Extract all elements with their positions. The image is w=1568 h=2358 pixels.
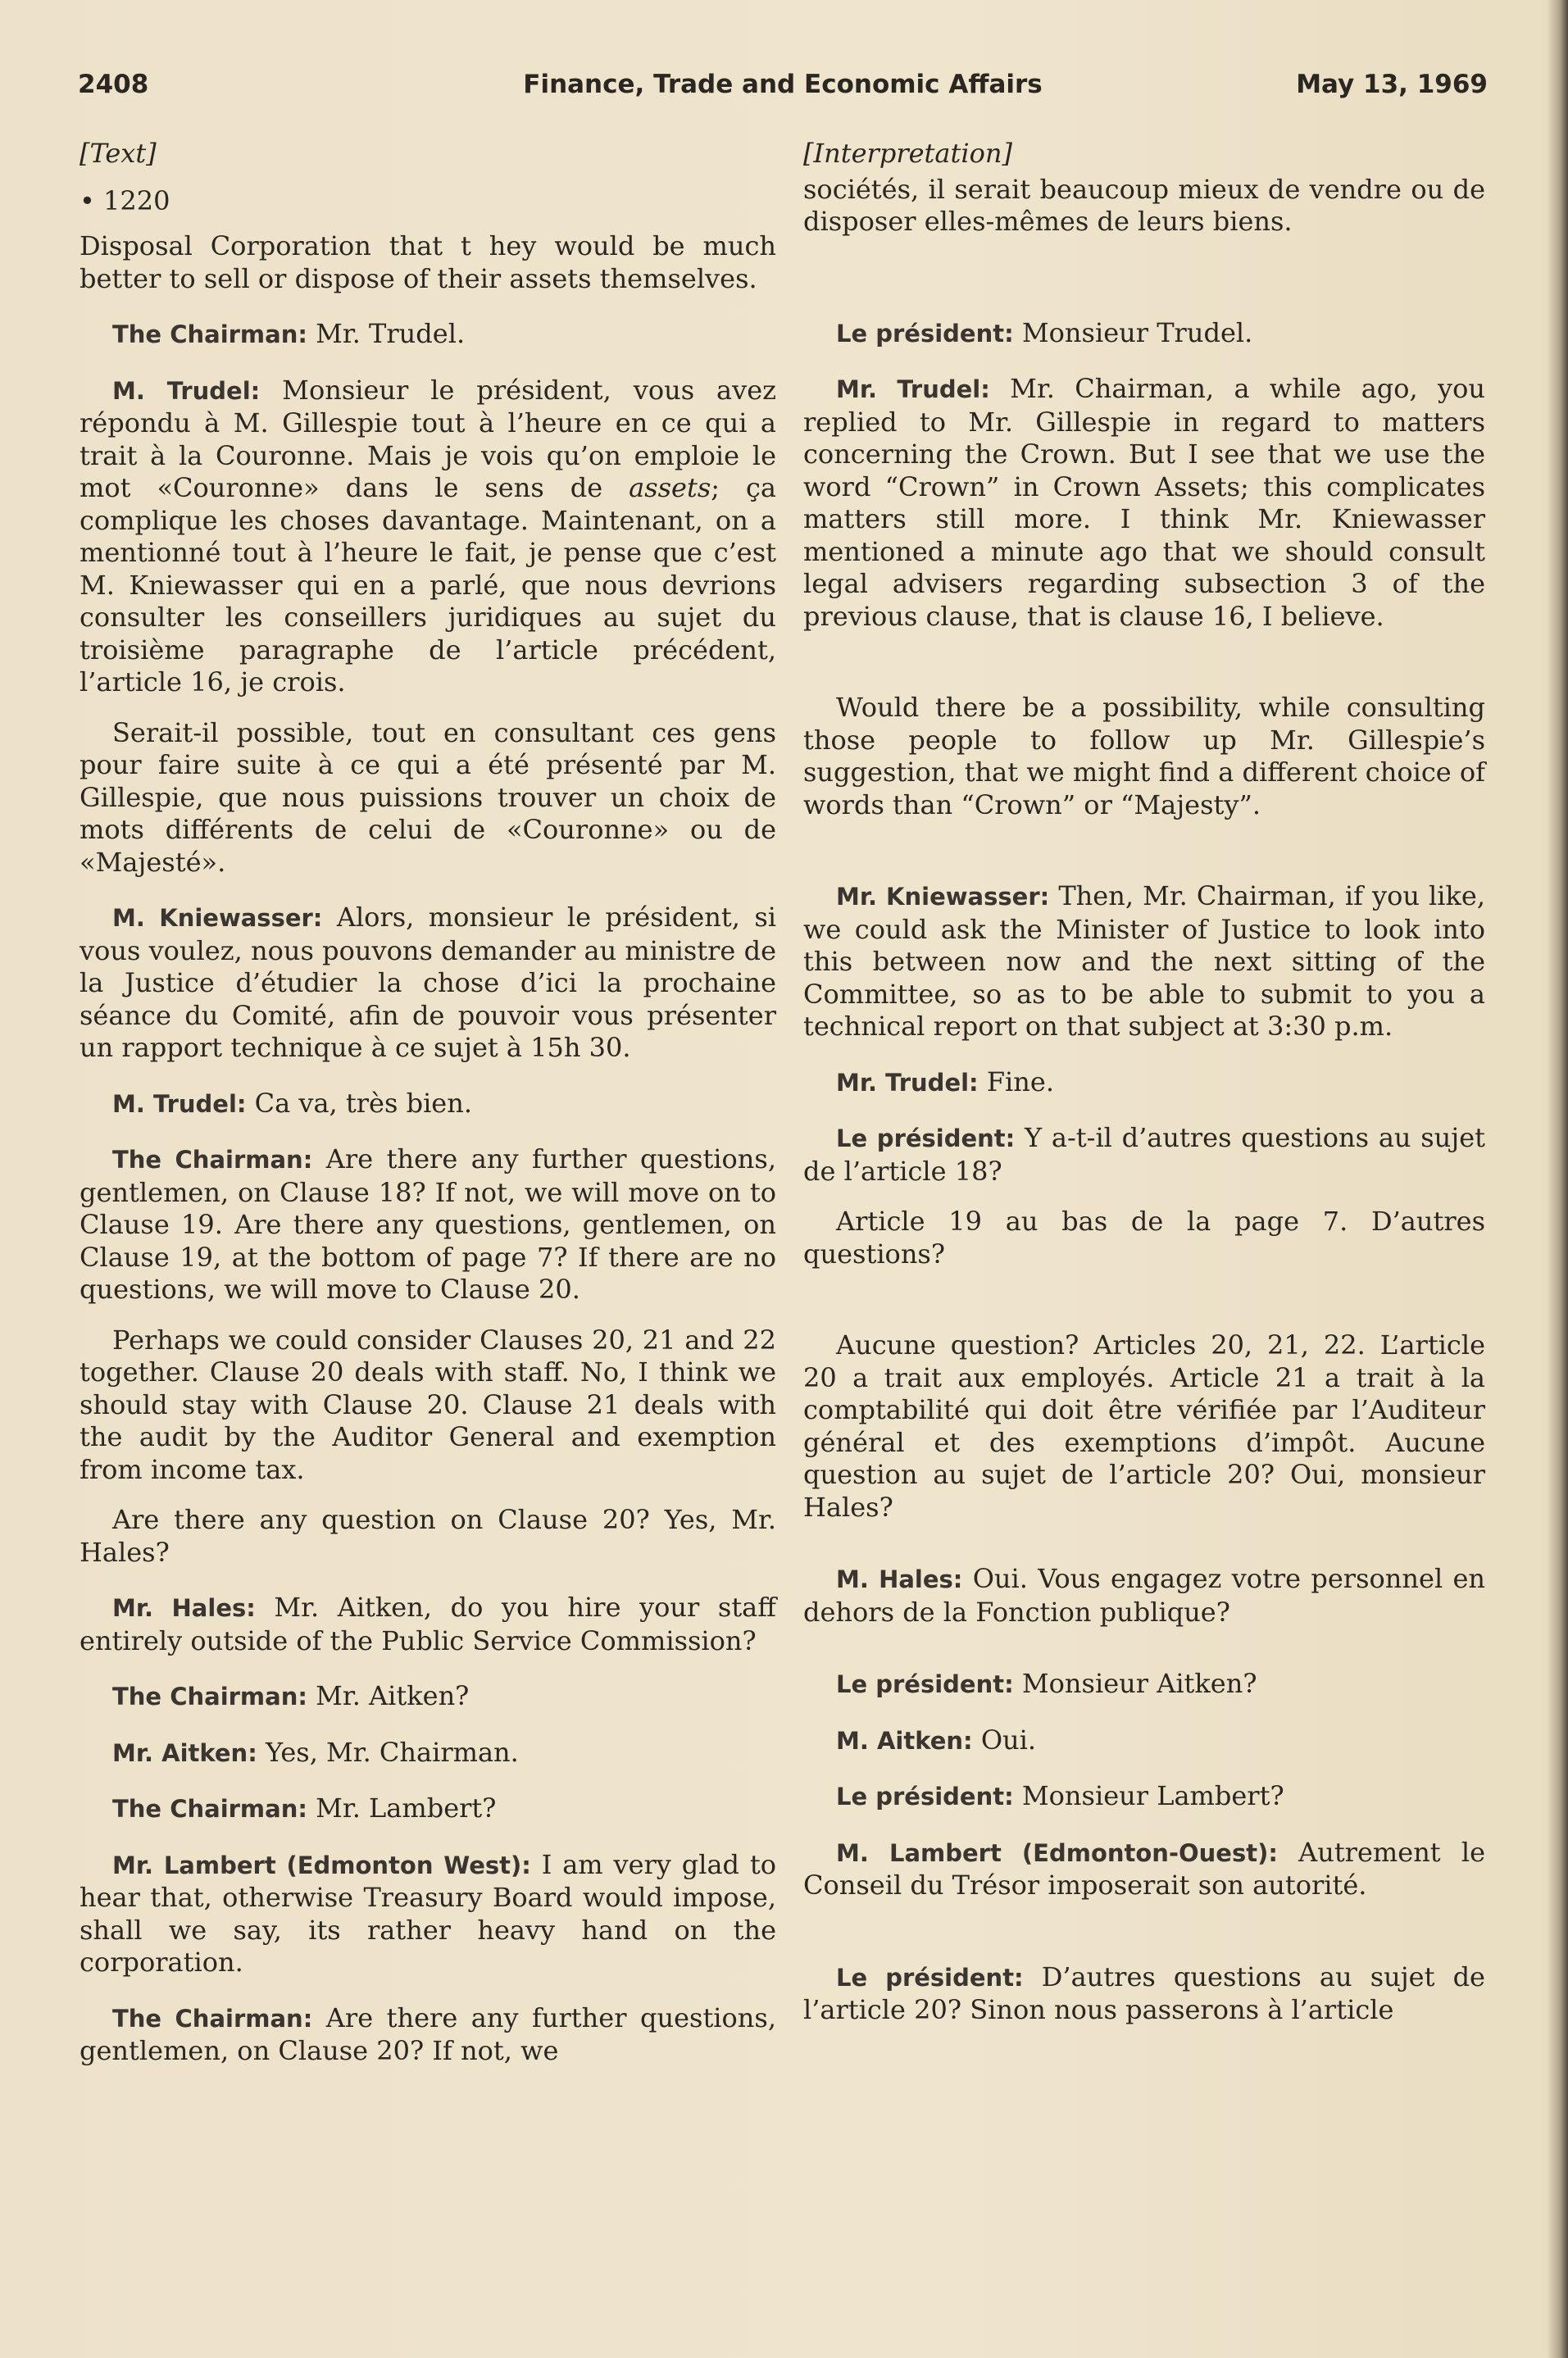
paragraph: Article 19 au bas de la page 7. D’autres questions?: [803, 1206, 1485, 1270]
speaker: M. Trudel:: [112, 376, 261, 405]
paragraph: The Chairman: Are there any further questions, gentlemen, on Clause 18? If not, we will move on to Clause 19. Are there any questions, gentlemen, on Clause 19, at the bottom of page 7? If there are no questions, we will move to Clause 20.: [80, 1143, 777, 1305]
paragraph: Would there be a possibility, while consulting those people to follow up Mr. Gillespie’s suggestion, that we might find a different choice of words than “Crown” or “Majesty”.: [803, 692, 1485, 820]
text-tag: [Text]: [80, 138, 157, 169]
speaker: Mr. Aitken:: [112, 1738, 257, 1767]
speaker: Le président:: [836, 319, 1014, 348]
speaker: The Chairman:: [112, 1146, 313, 1174]
page-number: 2408: [78, 70, 149, 99]
paragraph: M. Hales: Oui. Vous engagez votre personnel en dehors de la Fonction publique?: [803, 1563, 1486, 1628]
paragraph: Aucune question? Articles 20, 21, 22. L’article 20 a trait aux employés. Article 21 a trait à la comptabilité qui doit être vérifiée par l’Auditeur général et des exemptions d’impôt. Aucune question au sujet de l’article 20? Oui, monsieur Hales?: [803, 1329, 1485, 1523]
speaker: M. Lambert (Edmonton-Ouest):: [836, 1838, 1278, 1867]
paragraph: Le président: Monsieur Aitken?: [836, 1668, 1257, 1699]
interpretation-tag: [Interpretation]: [803, 138, 1012, 169]
time-marker: • 1220: [80, 184, 170, 216]
paragraph: M. Aitken: Oui.: [836, 1724, 1037, 1756]
speaker: M. Trudel:: [112, 1089, 247, 1118]
speaker: Le président:: [836, 1124, 1016, 1152]
paragraph: Are there any question on Clause 20? Yes, Mr. Hales?: [80, 1504, 776, 1568]
paragraph: Serait-il possible, tout en consultant ces gens pour faire suite à ce qui a été présenté par M. Gillespie, que nous puissions trouver un choix de mots différents de celui de «Couronne» ou de «Majesté».: [80, 716, 776, 878]
paragraph: The Chairman: Mr. Trudel.: [112, 318, 466, 349]
paragraph: Le président: Monsieur Lambert?: [836, 1780, 1284, 1811]
speaker: Mr. Trudel:: [836, 1068, 979, 1097]
speaker: The Chairman:: [112, 320, 307, 348]
speaker: Le président:: [836, 1670, 1014, 1698]
paragraph: Mr. Lambert (Edmonton West): I am very glad to hear that, otherwise Treasury Board would impose, shall we say, its rather heavy hand on the corporation.: [80, 1848, 777, 1978]
speaker: Le président:: [836, 1963, 1024, 1992]
left-column: [80, 138, 776, 2068]
running-title: Finance, Trade and Economic Affairs: [523, 70, 1043, 99]
speaker: M. Kniewasser:: [112, 904, 323, 932]
paragraph: The Chairman: Mr. Aitken?: [112, 1680, 470, 1711]
paragraph: Mr. Trudel: Mr. Chairman, a while ago, you replied to Mr. Gillespie in regard to matters concerning the Crown. But I see that we use the word “Crown” in Crown Assets; this complicates matters still more. I think Mr. Kniewasser mentioned a minute ago that we should consult legal advisers regarding subsection 3 of the previous clause, that is clause 16, I believe.: [803, 373, 1485, 632]
paragraph: Perhaps we could consider Clauses 20, 21 and 22 together. Clause 20 deals with staff. No, I think we should stay with Clause 20. Clause 21 deals with the audit by the Auditor General and exemption from income tax.: [80, 1324, 776, 1485]
paragraph: Mr. Kniewasser: Then, Mr. Chairman, if you like, we could ask the Minister of Justice to look into this between now and the next sitting of the Committee, so as to be able to submit to you a technical report on that subject at 3:30 p.m.: [803, 880, 1485, 1042]
paragraph: Le président: Monsieur Trudel.: [836, 316, 1253, 348]
speaker: M. Aitken:: [836, 1726, 973, 1755]
paragraph: M. Kniewasser: Alors, monsieur le président, si vous voulez, nous pouvons demander au ministre de la Justice d’étudier la chose d’ici la prochaine séance du Comité, afin de pouvoir vous présenter un rapport technique à ce sujet à 15h 30.: [80, 902, 776, 1063]
paragraph: Mr. Aitken: Yes, Mr. Chairman.: [112, 1736, 519, 1768]
speaker: The Chairman:: [112, 2004, 313, 2033]
page-edge-shadow: [1547, 0, 1568, 2358]
paragraph: Mr. Hales: Mr. Aitken, do you hire your staff entirely outside of the Public Service Commission?: [80, 1592, 776, 1656]
speaker: The Chairman:: [112, 1795, 307, 1823]
speaker: Mr. Lambert (Edmonton West):: [112, 1851, 531, 1879]
paragraph: The Chairman: Mr. Lambert?: [112, 1792, 497, 1824]
paragraph: Le président: Y a-t-il d’autres questions au sujet de l’article 18?: [803, 1122, 1485, 1187]
speaker: Mr. Trudel:: [836, 375, 990, 403]
header-date: May 13, 1969: [1296, 70, 1488, 99]
paragraph: The Chairman: Are there any further questions, gentlemen, on Clause 20? If not, we: [80, 2001, 777, 2066]
paragraph: sociétés, il serait beaucoup mieux de vendre ou de disposer elles-mêmes de leurs biens.: [803, 173, 1485, 237]
speaker: Mr. Kniewasser:: [836, 883, 1050, 911]
speaker: M. Hales:: [836, 1565, 963, 1593]
paragraph: Disposal Corporation that t hey would be much better to sell or dispose of their assets themselves.: [80, 230, 776, 294]
right-column: [803, 138, 1485, 2027]
paragraph: Le président: D’autres questions au sujet de l’article 20? Sinon nous passerons à l’article: [803, 1960, 1485, 2025]
speaker: Le président:: [836, 1783, 1014, 1811]
page-header: [78, 70, 1488, 111]
paragraph: M. Lambert (Edmonton-Ouest): Autrement le Conseil du Trésor imposerait son autorité.: [803, 1836, 1485, 1901]
speaker: The Chairman:: [112, 1683, 307, 1711]
paragraph: M. Trudel: Monsieur le président, vous avez répondu à M. Gillespie tout à l’heure en ce qui a trait à la Couronne. Mais je vois qu’on emploie le mot «Couronne» dans le sens de assets; ça complique les choses davantage. Maintenant, on a mentionné tout à l’heure le fait, je pense que c’est M. Kniewasser qui en a parlé, que nous devrions consulter les conseillers juridiques au sujet du troisième paragraphe de l’article précédent, l’article 16, je crois.: [80, 374, 777, 697]
speaker: Mr. Hales:: [112, 1594, 256, 1622]
paragraph: M. Trudel: Ca va, très bien.: [112, 1087, 473, 1119]
paragraph: Mr. Trudel: Fine.: [836, 1065, 1054, 1097]
